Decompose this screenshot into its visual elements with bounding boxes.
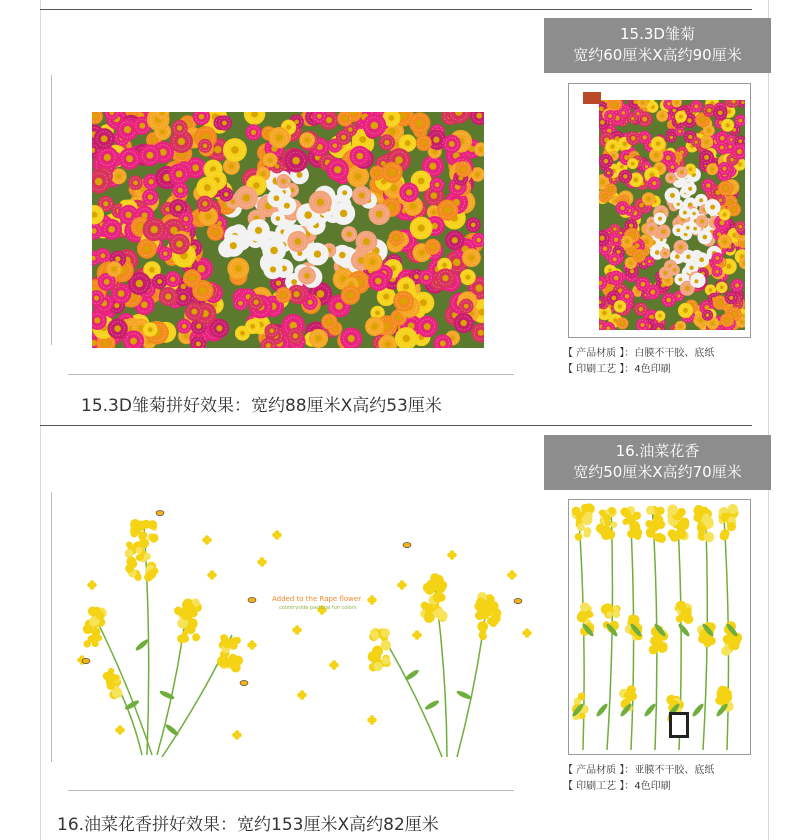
art-text-line2: countryside pastoral fun colors (279, 605, 357, 611)
daisy-wall-photo (92, 112, 484, 348)
product-spec (563, 346, 773, 378)
caption-rule (68, 790, 514, 791)
product-size: 宽约60厘米X高约90厘米 (573, 46, 742, 64)
material-label: 【 产品材质 】： (563, 348, 635, 359)
caption-rule (68, 374, 514, 375)
frame-right-line (768, 0, 769, 840)
rape-flower-wall-photo (72, 505, 542, 763)
photo-left-rule (51, 75, 52, 345)
product-spec (563, 763, 773, 795)
daisy-sheet-image (569, 84, 750, 337)
rape-flower-sheet-image (569, 500, 750, 754)
print-label: 【 印刷工艺 】： (563, 364, 635, 375)
print-row (563, 362, 773, 378)
section-divider-middle (40, 425, 752, 426)
assembled-size-caption: 15.3D雏菊拼好效果：宽约88厘米X高约53厘米 (81, 396, 442, 416)
material-row (563, 346, 773, 362)
material-row (563, 763, 773, 779)
assembled-size-caption: 16.油菜花香拼好效果：宽约153厘米X高约82厘米 (57, 815, 439, 835)
product-title: 16.油菜花香 (615, 442, 700, 460)
print-value: 4色印刷 (634, 781, 671, 792)
material-value: 白膜不干胶、底纸 (634, 348, 715, 359)
material-value: 亚膜不干胶、底纸 (634, 765, 715, 776)
sticker-sheet-thumbnail (568, 499, 751, 755)
print-row (563, 779, 773, 795)
print-label: 【 印刷工艺 】： (563, 781, 635, 792)
daisy-wall-image (92, 112, 484, 348)
print-value: 4色印刷 (634, 364, 671, 375)
art-text-line1: Added to the Rape flower (272, 595, 362, 603)
section-divider-top (40, 9, 752, 10)
photo-left-rule (51, 492, 52, 762)
product-title: 15.3D雏菊 (620, 25, 695, 43)
product-size-header (544, 435, 771, 490)
product-size-header (544, 18, 771, 73)
frame-left-line (40, 0, 41, 840)
product-size: 宽约50厘米X高约70厘米 (573, 463, 742, 481)
sticker-sheet-thumbnail (568, 83, 751, 338)
rape-flower-wall-image (72, 505, 542, 763)
material-label: 【 产品材质 】： (563, 765, 635, 776)
